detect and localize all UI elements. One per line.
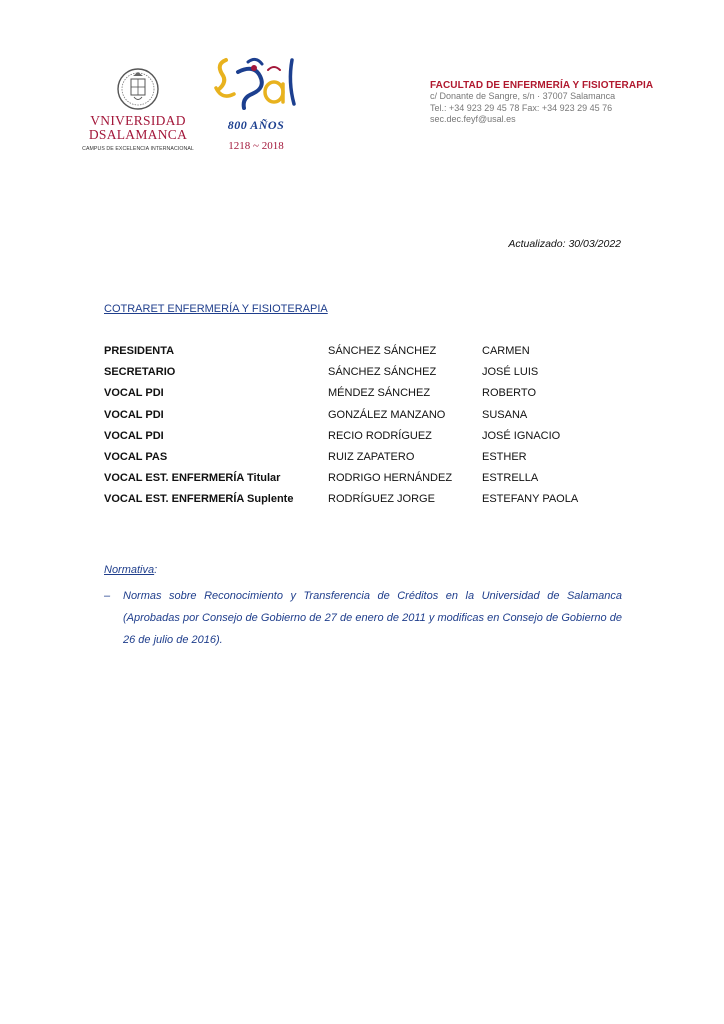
member-name: ESTRELLA (482, 472, 539, 485)
member-name: ESTHER (482, 450, 527, 463)
member-row (104, 493, 624, 514)
member-row (104, 387, 624, 408)
member-role: VOCAL PDI (104, 387, 164, 400)
anniversary-dates: 1218 ~ 2018 (228, 140, 284, 152)
member-name: JOSÉ IGNACIO (482, 429, 561, 442)
member-role: PRESIDENTA (104, 345, 175, 357)
university-logo (78, 66, 198, 158)
member-surname: RODRIGO HERNÁNDEZ (328, 472, 453, 485)
normativa-label-text: Normativa (104, 564, 155, 576)
anniversary-years: 800 AÑOS (227, 118, 285, 132)
member-name: JOSÉ LUIS (482, 366, 539, 379)
member-row (104, 472, 624, 493)
member-surname: GONZÁLEZ MANZANO (328, 408, 446, 421)
faculty-contact (430, 80, 690, 126)
member-name: ROBERTO (482, 387, 536, 400)
faculty-phone: Tel.: +34 923 29 45 78 Fax: +34 923 29 45 76 (430, 102, 613, 113)
member-row (104, 409, 624, 430)
university-campus-tagline: CAMPUS DE EXCELENCIA INTERNACIONAL (82, 146, 194, 152)
member-surname: RUIZ ZAPATERO (328, 450, 415, 463)
member-name: CARMEN (482, 345, 530, 357)
member-surname: RECIO RODRÍGUEZ (328, 429, 432, 442)
faculty-address: c/ Donante de Sangre, s/n · 37007 Salamanca (430, 91, 616, 101)
member-name: ESTEFANY PAOLA (482, 493, 579, 506)
university-name-line2: DSALAMANCA (88, 127, 188, 142)
list-dash: – (104, 590, 111, 602)
member-surname: SÁNCHEZ SÁNCHEZ (328, 345, 437, 357)
usal-800-logo-icon (208, 54, 304, 118)
updated-date: Actualizado: 30/03/2022 (508, 238, 621, 250)
member-role: VOCAL PDI (104, 429, 164, 442)
faculty-name: FACULTAD DE ENFERMERÍA Y FISIOTERAPIA (430, 80, 654, 91)
university-name-line1: VNIVERSIDAD (90, 113, 186, 128)
members-table (104, 345, 624, 515)
member-row (104, 430, 624, 451)
member-row (104, 345, 624, 366)
member-name: SUSANA (482, 408, 528, 421)
normativa-label-colon: : (154, 564, 158, 576)
member-role: VOCAL EST. ENFERMERÍA Suplente (104, 493, 294, 506)
university-seal-icon (116, 66, 160, 112)
member-surname: RODRÍGUEZ JORGE (328, 493, 435, 506)
faculty-email[interactable]: sec.dec.feyf@usal.es (430, 114, 516, 124)
member-row (104, 366, 624, 387)
normativa-list-item (104, 585, 622, 651)
university-name (78, 114, 198, 142)
member-role: VOCAL PAS (104, 450, 168, 463)
committee-heading: COTRARET ENFERMERÍA Y FISIOTERAPIA (104, 303, 328, 315)
member-role: VOCAL EST. ENFERMERÍA Titular (104, 472, 281, 485)
anniversary-logo (208, 54, 304, 156)
member-row (104, 451, 624, 472)
member-surname: SÁNCHEZ SÁNCHEZ (328, 366, 437, 379)
member-role: VOCAL PDI (104, 408, 164, 421)
normativa-label (104, 564, 157, 576)
member-role: SECRETARIO (104, 366, 176, 379)
member-surname: MÉNDEZ SÁNCHEZ (328, 387, 431, 400)
normativa-item-text[interactable]: Normas sobre Reconocimiento y Transferencia de Créditos en la Universidad de Salamanca (Aprobadas por Consejo de Gobierno de 27 de enero de 2011 y modificas en Consejo de Gobierno de 26 de julio de 2016). (123, 590, 622, 646)
